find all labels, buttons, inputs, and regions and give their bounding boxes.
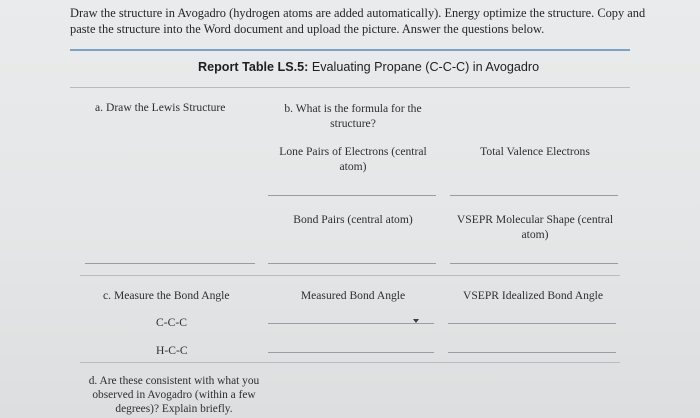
- report-table-label: Report Table LS.5:: [198, 60, 309, 74]
- measured-angle-header: Measured Bond Angle: [300, 289, 406, 302]
- bond-pairs-answer-line[interactable]: [268, 263, 436, 264]
- vsepr-shape-answer-line[interactable]: [450, 263, 618, 264]
- section-a-label: a. Draw the Lewis Structure: [95, 101, 226, 114]
- angle-row-label: H-C-C: [156, 344, 188, 357]
- report-table-subject: Evaluating Propane (C-C-C) in Avogadro: [308, 60, 540, 74]
- hcc-measured-line[interactable]: [268, 352, 434, 353]
- lone-pairs-answer-line[interactable]: [268, 195, 436, 196]
- total-valence-answer-line[interactable]: [450, 195, 618, 196]
- lewis-answer-line[interactable]: [85, 263, 255, 264]
- section-divider: [80, 362, 620, 363]
- section-divider: [80, 275, 620, 276]
- ccc-vsepr-line[interactable]: [448, 323, 616, 324]
- report-table-title: [198, 60, 539, 74]
- section-c-label: c. Measure the Bond Angle: [103, 289, 230, 302]
- vsepr-shape-label: VSEPR Molecular Shape (central atom): [456, 213, 614, 241]
- instructions-text: Draw the structure in Avogadro (hydrogen atoms are added automatically). Energy optimize the structure. Copy and paste the structure into the Word document and upload the picture. Answer the questions below.: [70, 6, 646, 36]
- header-rule: [70, 49, 630, 51]
- cursor-icon: [413, 319, 419, 323]
- ccc-measured-line[interactable]: [268, 323, 434, 324]
- vsepr-angle-header: VSEPR Idealized Bond Angle: [462, 289, 604, 302]
- hcc-vsepr-line[interactable]: [448, 352, 616, 353]
- lone-pairs-label: Lone Pairs of Electrons (central atom): [279, 145, 427, 173]
- title-rule: [70, 87, 630, 88]
- section-d-label: d. Are these consistent with what you observed in Avogadro (within a few degrees)? Explain briefly.: [88, 375, 260, 415]
- angle-row-label: C-C-C: [156, 316, 187, 329]
- total-valence-label: Total Valence Electrons: [480, 145, 590, 158]
- bond-pairs-label: Bond Pairs (central atom): [293, 213, 413, 226]
- section-b-label: b. What is the formula for the structure?: [284, 102, 422, 130]
